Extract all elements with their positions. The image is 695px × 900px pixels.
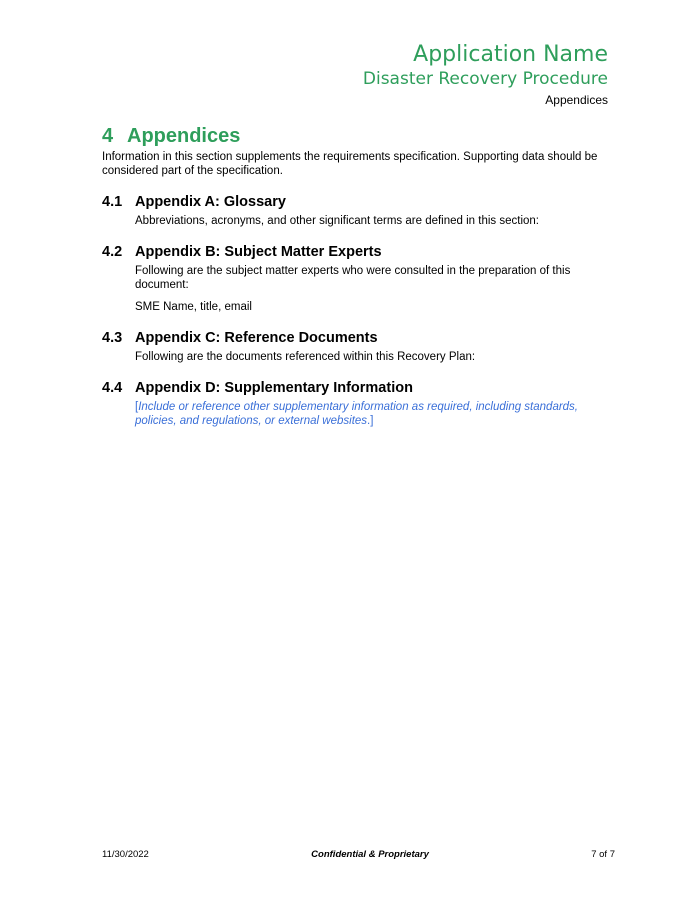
subsection-references <box>102 329 607 364</box>
subsection-title: Appendix D: Supplementary Information <box>135 380 413 396</box>
footer-page-number: 7 of 7 <box>591 849 615 860</box>
subsection-supplementary <box>102 379 607 428</box>
footer-classification: Confidential & Proprietary <box>311 849 429 860</box>
section-intro: Information in this section supplements the requirements specification. Supporting data should be considered part of the specification. <box>102 151 598 177</box>
sme-entry: SME Name, title, email <box>135 301 252 313</box>
subsection-heading <box>102 193 607 211</box>
subsection-heading <box>102 379 607 397</box>
subsection-heading <box>102 329 607 347</box>
subsection-glossary <box>102 193 607 228</box>
subsection-number: 4.2 <box>102 244 123 260</box>
subsection-paragraph: Following are the subject matter experts who were consulted in the preparation of this document: <box>135 265 571 291</box>
subsection-title: Appendix B: Subject Matter Experts <box>135 244 382 260</box>
subsection-number: 4.1 <box>102 194 123 210</box>
header-section-label: Appendices <box>545 93 608 107</box>
placeholder-close-bracket: .] <box>367 415 374 427</box>
subsection-experts <box>102 243 607 314</box>
placeholder-text: Include or reference other supplementary information as required, including standards, policies, and regulations, or external websites <box>135 401 579 427</box>
section-heading <box>102 124 607 148</box>
placeholder-instruction <box>135 400 607 428</box>
document-title: Disaster Recovery Procedure <box>362 69 608 89</box>
page-content <box>102 124 607 428</box>
subsection-title: Appendix C: Reference Documents <box>135 330 378 346</box>
subsection-paragraph: Abbreviations, acronyms, and other significant terms are defined in this section: <box>135 215 539 227</box>
footer-date: 11/30/2022 <box>102 849 149 860</box>
placeholder-open-bracket: [ <box>135 401 139 413</box>
page-footer <box>102 849 615 861</box>
subsection-title: Appendix A: Glossary <box>135 194 286 210</box>
subsection-paragraph: Following are the documents referenced within this Recovery Plan: <box>135 351 476 363</box>
subsection-number: 4.4 <box>102 380 123 396</box>
page-header <box>363 42 608 108</box>
section-title: Appendices <box>127 125 241 147</box>
app-name: Application Name <box>413 42 608 67</box>
section-number: 4 <box>102 125 114 147</box>
subsection-number: 4.3 <box>102 330 123 346</box>
subsection-heading <box>102 243 607 261</box>
